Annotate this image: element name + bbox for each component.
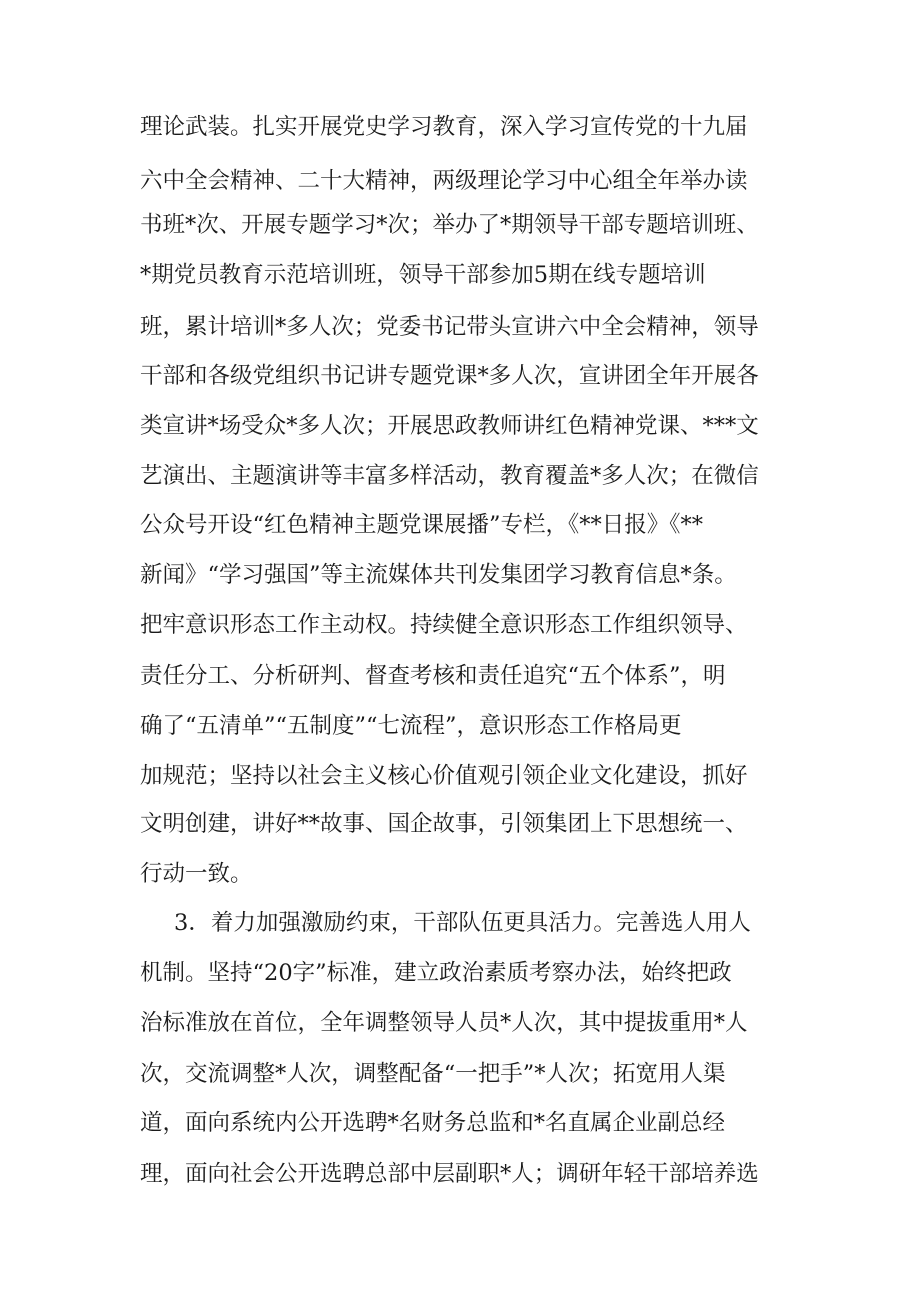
section-heading-line: 3．着力加强激励约束，干部队伍更具活力。完善选人用人 (174, 910, 751, 936)
text-line: 把牢意识形态工作主动权。持续健全意识形态工作组织领导、 (140, 612, 748, 638)
text-line: 责任分工、分析研判、督查考核和责任追究“五个体系”，明 (140, 663, 726, 689)
text-line: 行动一致。 (140, 861, 253, 887)
text-line: 类宣讲*场受众*多人次；开展思政教师讲红色精神党课、***文 (140, 413, 759, 439)
text-line: 理论武装。扎实开展党史学习教育，深入学习宣传党的十九届 (140, 114, 748, 140)
text-line: 书班*次、开展专题学习*次；举办了*期领导干部专题培训班、 (140, 212, 759, 238)
text-line: 理，面向社会公开选聘总部中层副职*人；调研年轻干部培养选 (140, 1161, 759, 1187)
text-line: 文明创建，讲好**故事、国企故事，引领集团上下思想统一、 (140, 811, 748, 837)
text-line: 艺演出、主题演讲等丰富多样活动，教育覆盖*多人次；在微信 (140, 463, 759, 489)
text-line: 次，交流调整*人次，调整配备“一把手”*人次；拓宽用人渠 (140, 1061, 726, 1087)
text-line: 六中全会精神、二十大精神，两级理论学习中心组全年举办读 (140, 168, 748, 194)
text-line: 治标准放在首位，全年调整领导人员*人次，其中提拔重用*人 (140, 1010, 748, 1036)
text-line: *期党员教育示范培训班，领导干部参加5期在线专题培训 (140, 262, 706, 288)
text-line: 道，面向系统内公开选聘*名财务总监和*名直属企业副总经 (140, 1110, 726, 1136)
text-line: 机制。坚持“20字”标准，建立政治素质考察办法，始终把政 (140, 960, 732, 986)
text-line: 班，累计培训*多人次；党委书记带头宣讲六中全会精神，领导 (140, 314, 759, 340)
text-line: 加规范；坚持以社会主义核心价值观引领企业文化建设，抓好 (140, 763, 748, 789)
text-line: 确了“五清单”“五制度”“七流程”，意识形态工作格局更 (140, 713, 682, 739)
text-line: 干部和各级党组织书记讲专题党课*多人次，宣讲团全年开展各 (140, 363, 759, 389)
text-line: 新闻》“学习强国”等主流媒体共刊发集团学习教育信息*条。 (140, 562, 737, 588)
text-line: 公众号开设“红色精神主题党课展播”专栏，《**日报》《** (140, 512, 704, 538)
